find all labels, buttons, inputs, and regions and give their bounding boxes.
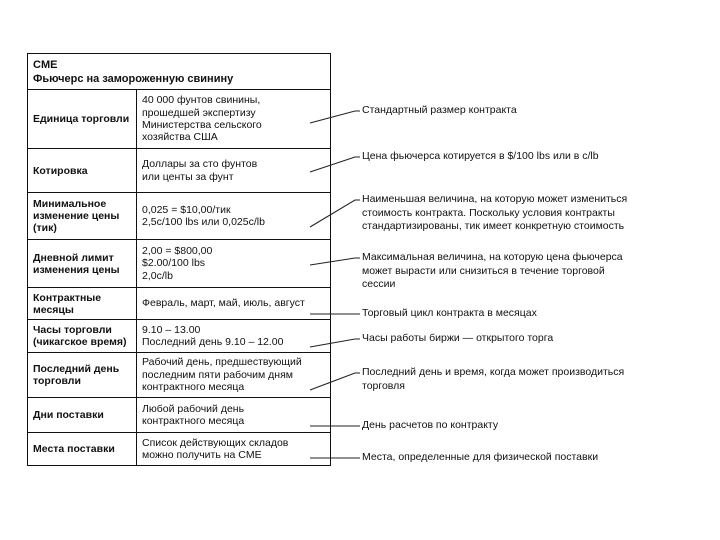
tick-value-line: 2,5c/100 lbs или 0,025c/lb <box>142 216 265 228</box>
row-label-quotation: Котировка <box>28 149 137 192</box>
limit-value-line: $2.00/100 lbs <box>142 257 206 270</box>
hours-value-line: Последний день 9.10 – 12.00 <box>142 336 284 348</box>
row-label-delivery-days: Дни поставки <box>28 398 137 432</box>
annotation-trading-hours: Часы работы биржи — открытого торга <box>362 332 554 344</box>
connector-line <box>310 200 360 227</box>
row-value-trading-unit: 40 000 фунтов свинины, прошедшей экспертизу Министерства сельского хозяйства США <box>142 94 262 144</box>
annotation-last-trading-day: Последний день и время, когда может производиться торговля <box>362 366 625 392</box>
connector-line <box>310 111 360 123</box>
limit-value-line: 2,0c/lb <box>142 269 173 282</box>
hours-value-line: 9.10 – 13.00 <box>142 323 201 336</box>
row-label-trading-unit: Единица торговли <box>28 90 137 148</box>
annotation-daily-limit: Максимальная величина, на которую цена фьючерса может вырасти или снизиться в течение торговой сессии <box>362 251 623 290</box>
row-label-last-trading-day: Последний день торговли <box>28 353 137 397</box>
row-value-delivery-points: Список действующих складов можно получить на CME <box>142 436 289 461</box>
row-label-trading-hours: Часы торговли (чикагское время) <box>28 320 137 352</box>
row-value-quotation: Доллары за сто фунтов или центы за фунт <box>142 158 258 183</box>
annotation-contract-months: Торговый цикл контракта в месяцах <box>362 307 537 319</box>
annotation-tick: Наименьшая величина, на которую может измениться стоимость контракта. Поскольку условия контракты стандартизированы, тик имеет конкретную стоимость <box>362 193 628 232</box>
connector-line <box>310 157 360 172</box>
annotation-quotation: Цена фьючерса котируется в $/100 lbs или в c/lb <box>362 150 599 162</box>
exchange-name: CME <box>33 59 58 71</box>
row-label-delivery-points: Места поставки <box>28 433 137 465</box>
annotation-delivery-days: День расчетов по контракту <box>362 419 499 431</box>
row-value-last-trading-day: Рабочий день, предшествующий последним пяти рабочим дням контрактного месяца <box>142 356 302 394</box>
connector-line <box>310 339 360 347</box>
connector-line <box>310 258 360 265</box>
annotation-delivery-points: Места, определенные для физической поставки <box>362 451 599 463</box>
connector-line <box>310 373 360 390</box>
contract-title: Фьючерс на замороженную свинину <box>33 73 234 85</box>
row-label-tick: Минимальное изменение цены (тик) <box>28 193 137 239</box>
row-value-contract-months: Февраль, март, май, июль, август <box>142 297 305 310</box>
tick-value-line: 0,025 = $10,00/тик <box>142 203 231 216</box>
annotation-contract-size: Стандартный размер контракта <box>362 104 517 116</box>
limit-value-line: 2,00 = $800,00 <box>142 244 213 257</box>
row-label-contract-months: Контрактные месяцы <box>28 288 137 319</box>
row-value-delivery-days: Любой рабочий день контрактного месяца <box>142 402 245 427</box>
row-label-daily-limit: Дневной лимит изменения цены <box>28 240 137 287</box>
